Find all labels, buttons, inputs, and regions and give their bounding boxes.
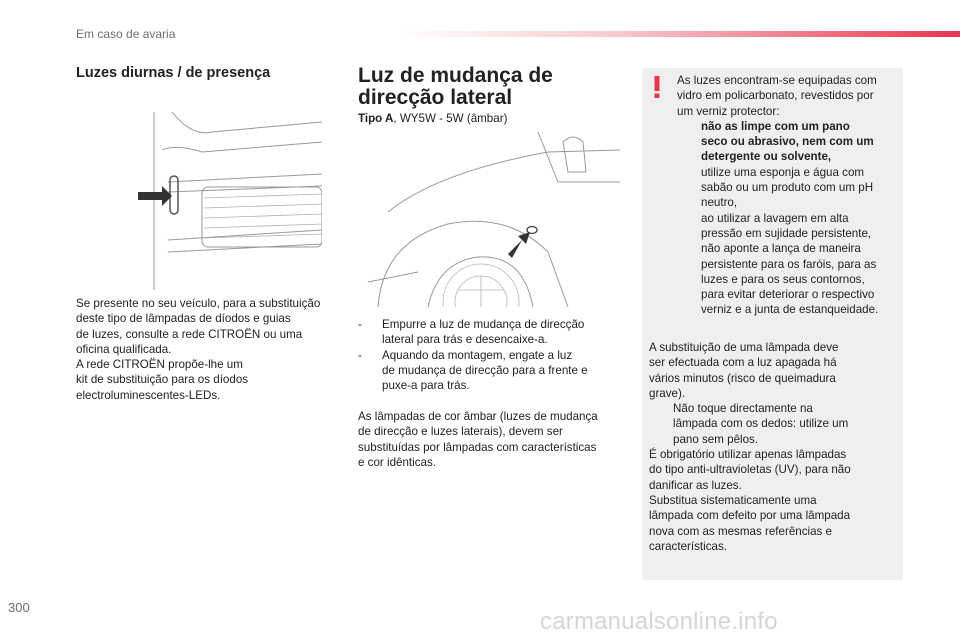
text-line: danificar as luzes. (649, 478, 742, 492)
text-line: pano sem pêlos. (673, 432, 759, 446)
note-polycarbonate (677, 73, 897, 318)
text-line: um verniz protector: (677, 104, 780, 118)
step-item (358, 348, 620, 394)
procedure-steps (358, 317, 620, 393)
text-line: detergente ou solvente, (701, 150, 832, 164)
text-line: A rede CITROËN propõe-lhe um (76, 358, 243, 372)
bulb-type (358, 111, 507, 126)
text-line: sabão ou um produto com um pH (701, 181, 874, 195)
text-line: persistente para os faróis, para as (701, 257, 877, 271)
text-line: grave). (649, 386, 686, 400)
text-line: Aquando da montagem, engate a luz (382, 348, 573, 362)
bullet-marker (677, 119, 701, 165)
amber-bulb-note (358, 409, 620, 470)
text-line: seco ou abrasivo, nem com um (701, 135, 874, 149)
pointer-arrow-icon (138, 186, 172, 206)
text-line: pressão em sujidade persistente, (701, 226, 872, 240)
text-line: neutro, (701, 196, 738, 210)
page-number: 300 (8, 600, 30, 615)
text-line: para evitar deteriorar o respectivo (701, 288, 875, 302)
text-line: utilize uma esponja e água com (701, 165, 865, 179)
bullet-marker (677, 165, 701, 211)
step-item (358, 317, 620, 348)
text-line: lâmpada com os dedos: utilize um (673, 417, 849, 431)
bullet-marker (649, 401, 673, 447)
text-line: A substituição de uma lâmpada deve (649, 341, 839, 354)
text-line: ser efectuada com a luz apagada há (649, 356, 837, 370)
text-line: substituídas por lâmpadas com características (358, 440, 597, 454)
bulb-type-value: , WY5W - 5W (âmbar) (393, 112, 508, 125)
heading-line: direcção lateral (358, 86, 513, 109)
text-line: Não toque directamente na (673, 402, 813, 416)
step-marker: - (358, 348, 362, 362)
step-marker: - (358, 318, 362, 331)
text-line: As lâmpadas de cor âmbar (luzes de mudança (358, 410, 598, 423)
text-line: vidro em policarbonato, revestidos por (677, 89, 874, 103)
bullet-item (677, 165, 897, 211)
bullet-item (677, 211, 897, 318)
text-line: de direcção e luzes laterais), devem ser (358, 425, 563, 439)
text-line: As luzes encontram-se equipadas com (677, 74, 877, 87)
text-line: não aponte a lança de maneira (701, 242, 861, 256)
header-accent-bar (400, 31, 960, 37)
heading-daytime-lights: Luzes diurnas / de presença (76, 65, 271, 81)
side-indicator-lamp (527, 227, 537, 234)
pointer-arrow-icon (508, 232, 530, 258)
text-line: É obrigatório utilizar apenas lâmpadas (649, 448, 847, 462)
text-line: do tipo anti-ultravioletas (UV), para não (649, 463, 851, 477)
text-line: nova com as mesmas referências e (649, 524, 832, 538)
text-line: e cor idênticas. (358, 455, 436, 469)
text-line: lateral para trás e desencaixe-a. (382, 333, 548, 347)
text-line: lâmpada com defeito por uma lâmpada (649, 509, 851, 523)
section-title: Em caso de avaria (76, 27, 176, 41)
text-line: Se presente no seu veículo, para a substituição (76, 297, 321, 310)
bulb-type-label: Tipo A (358, 112, 394, 125)
text-line: ao utilizar a lavagem em alta (701, 211, 849, 225)
text-line: de mudança de direcção para a frente e (382, 363, 588, 377)
watermark: carmanualsonline.info (540, 608, 778, 635)
text-line: deste tipo de lâmpadas de díodos e guias (76, 312, 291, 326)
wheel-arch-illustration (358, 132, 620, 307)
text-line: vários minutos (risco de queimadura (649, 371, 836, 385)
exclamation-icon (651, 76, 663, 98)
text-line: oficina qualificada. (76, 342, 172, 356)
bullet-marker (677, 211, 701, 318)
note-replacement (649, 340, 897, 554)
text-line: de luzes, consulte a rede CITROËN ou uma (76, 327, 303, 341)
text-line: puxe-a para trás. (382, 379, 470, 393)
text-line: verniz e a junta de estanqueidade. (701, 303, 879, 317)
text-line: electroluminescentes-LEDs. (76, 388, 221, 402)
text-line: não as limpe com um pano (701, 119, 850, 133)
bullet-item (649, 401, 897, 447)
daytime-lights-text (76, 296, 341, 403)
heading-line: Luz de mudança de (358, 64, 553, 87)
heading-side-indicator (358, 65, 588, 109)
text-line: características. (649, 539, 727, 553)
text-line: kit de substituição para os díodos (76, 373, 249, 387)
text-line: Empurre a luz de mudança de direcção (382, 318, 585, 331)
front-bumper-illustration (132, 112, 322, 290)
text-line: Substitua sistematicamente uma (649, 493, 817, 507)
text-line: luzes e para os seus contornos, (701, 272, 865, 286)
bullet-item (677, 119, 897, 165)
